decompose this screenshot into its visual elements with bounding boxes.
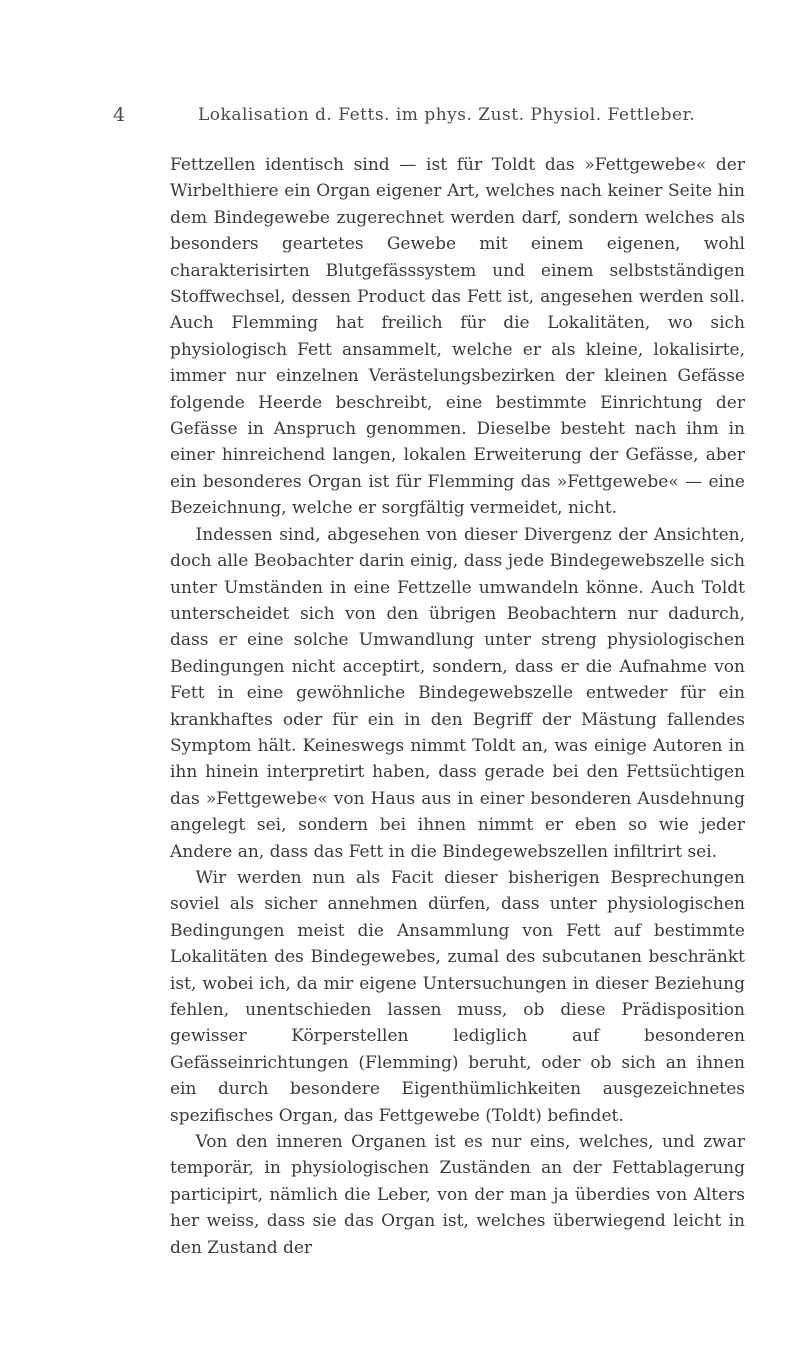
page-number: 4	[113, 104, 126, 126]
paragraph: Wir werden nun als Facit dieser bisherigen Besprechungen soviel als sicher annehmen dürfen, dass unter physiologischen Bedingungen meist die Ansammlung von Fett auf bestimmte Lokalitäten des Bindegewebes, zumal des subcutanen beschränkt ist, wobei ich, da mir eigene Untersuchungen in dieser Beziehung fehlen, unentschieden lassen muss, ob diese Prädisposition gewisser Körperstellen lediglich auf besonderen Gefässeinrichtungen (Flemming) beruht, oder ob sich an ihnen ein durch besondere Eigenthümlichkeiten ausgezeichnetes spezifisches Organ, das Fettgewebe (Toldt) befindet.	[170, 867, 745, 1126]
paragraph: Indessen sind, abgesehen von dieser Divergenz der Ansichten, doch alle Beobachter darin einig, dass jede Bindegewebszelle sich unter Umständen in eine Fettzelle umwandeln könne. Auch Toldt unterscheidet sich von den übrigen Beobachtern nur dadurch, dass er eine solche Umwandlung unter streng physiologischen Bedingungen nicht acceptirt, sondern, dass er die Aufnahme von Fett in eine gewöhnliche Bindegewebszelle entweder für ein krankhaftes oder für ein in den Begriff der Mästung fallendes Symptom hält. Keineswegs nimmt Toldt an, was einige Autoren in ihn hinein interpretirt haben, dass gerade bei den Fettsüchtigen das »Fettgewebe« von Haus aus in einer besonderen Ausdehnung angelegt sei, sondern bei ihnen nimmt er eben so wie jeder Andere an, dass das Fett in die Bindegewebszellen infiltrirt sei.	[170, 524, 745, 862]
running-header	[113, 100, 703, 130]
running-title: Lokalisation d. Fetts. im phys. Zust. Physiol. Fettleber.	[198, 105, 696, 125]
body-text	[170, 152, 745, 1261]
paragraph: Fettzellen identisch sind — ist für Toldt das »Fettgewebe« der Wirbelthiere ein Organ eigener Art, welches nach keiner Seite hin dem Bindegewebe zugerechnet werden darf, sondern welches als besonders geartetes Gewebe mit einem eigenen, wohl charakterisirten Blutgefässsystem und einem selbstständigen Stoffwechsel, dessen Product das Fett ist, angesehen werden soll. Auch Flemming hat freilich für die Lokalitäten, wo sich physiologisch Fett ansammelt, welche er als kleine, lokalisirte, immer nur einzelnen Verästelungsbezirken der kleinen Gefässe folgende Heerde beschreibt, eine bestimmte Einrichtung der Gefässe in Anspruch genommen. Dieselbe besteht nach ihm in einer hinreichend langen, lokalen Erweiterung der Gefässe, aber ein besonderes Organ ist für Flemming das »Fettgewebe« — eine Bezeichnung, welche er sorgfältig vermeidet, nicht.	[170, 155, 745, 519]
paragraph: Von den inneren Organen ist es nur eins, welches, und zwar temporär, in physiologischen Zuständen an der Fettablagerung participirt, nämlich die Leber, von der man ja überdies von Alters her weiss, dass sie das Organ ist, welches überwiegend leicht in den Zustand der	[170, 1132, 745, 1258]
